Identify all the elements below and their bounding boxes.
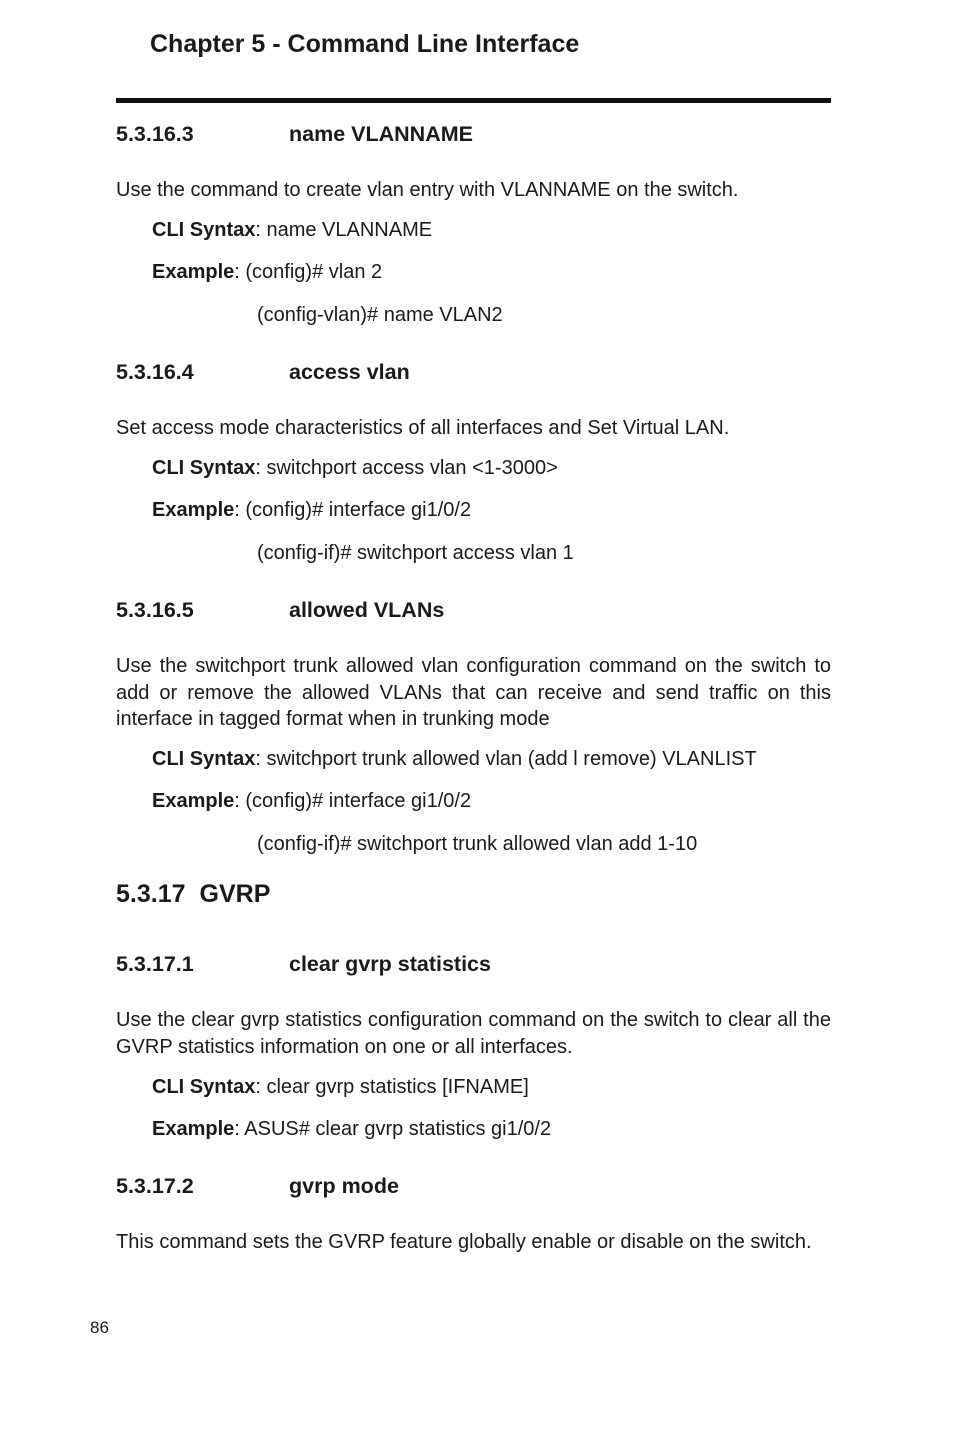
section-number: 5.3.16.4 — [116, 360, 194, 384]
section-heading-gvrp-mode — [116, 1174, 399, 1199]
section-heading-allowed-vlans — [116, 598, 444, 623]
section-description: Use the switchport trunk allowed vlan configuration command on the switch to add or remove the allowed VLANs that can receive and send traffic on this interface in tagged format when in trunking mode — [116, 655, 831, 730]
example-line — [152, 499, 471, 522]
section-number: 5.3.17.2 — [116, 1174, 194, 1198]
cli-syntax-line — [152, 748, 757, 771]
example-value: : (config)# vlan 2 — [234, 261, 383, 283]
cli-syntax-line — [152, 219, 432, 242]
section-heading-clear-gvrp-statistics — [116, 952, 491, 977]
section-description: Use the command to create vlan entry with VLANNAME on the switch. — [116, 179, 739, 201]
example-label: Example — [152, 261, 235, 283]
section-heading-access-vlan — [116, 360, 410, 385]
cli-syntax-label: CLI Syntax — [152, 219, 256, 241]
cli-syntax-value: : clear gvrp statistics [IFNAME] — [255, 1076, 529, 1098]
section-title: clear gvrp statistics — [289, 952, 491, 976]
example-label: Example — [152, 499, 235, 521]
example-continuation: (config-if)# switchport access vlan 1 — [257, 542, 574, 564]
example-line — [152, 261, 382, 284]
section-title: gvrp mode — [289, 1174, 399, 1198]
section-title: access vlan — [289, 360, 410, 384]
page-number: 86 — [90, 1318, 109, 1337]
example-label: Example — [152, 1118, 235, 1140]
example-value: : (config)# interface gi1/0/2 — [234, 499, 472, 521]
section-number: 5.3.16.5 — [116, 598, 194, 622]
example-label: Example — [152, 790, 235, 812]
example-continuation: (config-if)# switchport trunk allowed vlan add 1-10 — [257, 833, 698, 855]
example-value: : (config)# interface gi1/0/2 — [234, 790, 472, 812]
cli-syntax-value: : switchport access vlan <1-3000> — [255, 457, 558, 479]
section-number: 5.3.17.1 — [116, 952, 194, 976]
cli-syntax-line — [152, 1076, 529, 1099]
section-number: 5.3.16.3 — [116, 122, 194, 146]
section-description: Set access mode characteristics of all interfaces and Set Virtual LAN. — [116, 417, 730, 439]
cli-syntax-label: CLI Syntax — [152, 1076, 256, 1098]
header-rule — [116, 98, 831, 103]
section-heading-gvrp — [116, 880, 270, 909]
example-line — [152, 790, 471, 813]
example-continuation: (config-vlan)# name VLAN2 — [257, 304, 503, 326]
chapter-title: Chapter 5 - Command Line Interface — [150, 30, 580, 58]
cli-syntax-label: CLI Syntax — [152, 457, 256, 479]
cli-syntax-line — [152, 457, 558, 480]
cli-syntax-value: : switchport trunk allowed vlan (add l remove) VLANLIST — [255, 748, 757, 770]
section-description: Use the clear gvrp statistics configuration command on the switch to clear all the GVRP statistics information on one or all interfaces. — [116, 1009, 831, 1058]
section-title: name VLANNAME — [289, 122, 473, 146]
example-value: : ASUS# clear gvrp statistics gi1/0/2 — [234, 1118, 552, 1140]
section-heading-name-vlanname — [116, 122, 473, 147]
cli-syntax-value: : name VLANNAME — [255, 219, 433, 241]
section-number: 5.3.17 — [116, 880, 186, 908]
section-title: GVRP — [199, 880, 271, 908]
cli-syntax-label: CLI Syntax — [152, 748, 256, 770]
example-line — [152, 1118, 551, 1141]
section-description: This command sets the GVRP feature globally enable or disable on the switch. — [116, 1231, 812, 1253]
section-title: allowed VLANs — [289, 598, 445, 622]
